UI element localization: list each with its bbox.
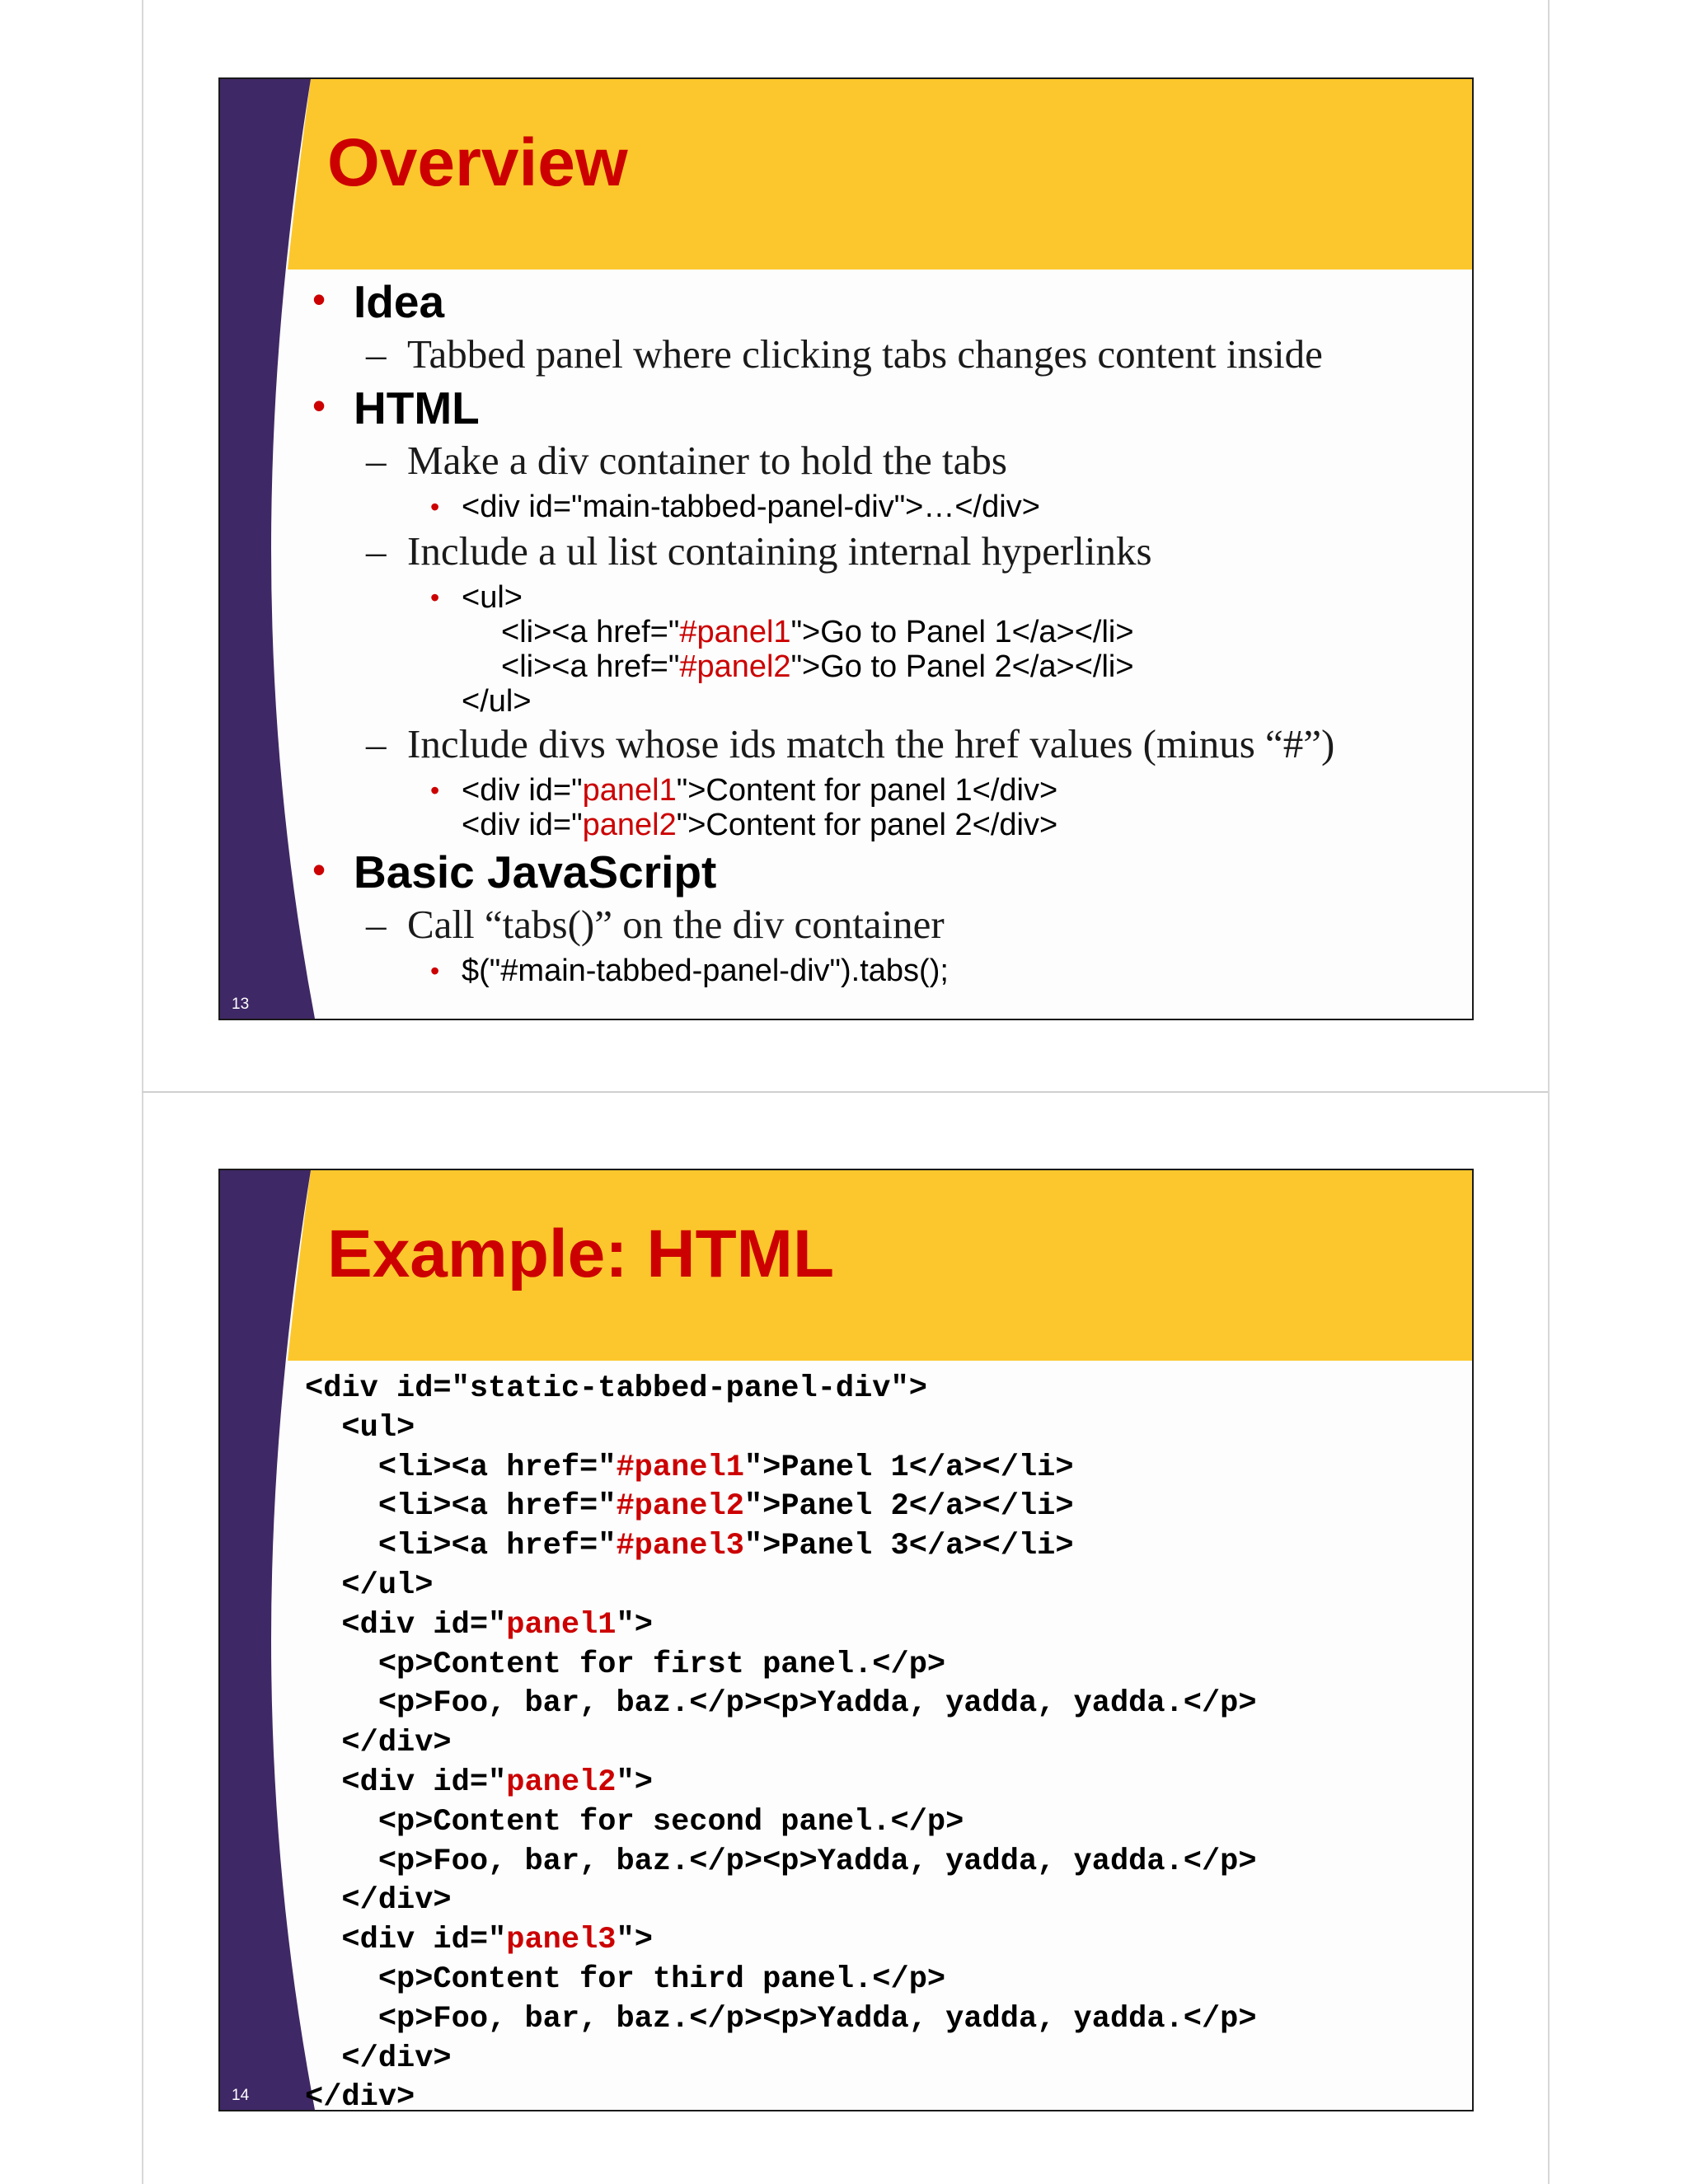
code-line: </div> [305, 1726, 452, 1761]
code-highlight: #panel3 [616, 1529, 744, 1564]
div-line-1 [462, 773, 1057, 808]
li-line-1 [462, 615, 1134, 649]
li2-ref: #panel2 [679, 649, 791, 684]
sub-bullet-idea-text: Tabbed panel where clicking tabs changes content inside [407, 331, 1323, 377]
code-highlight: panel3 [506, 1923, 617, 1958]
code-highlight: #panel1 [616, 1450, 744, 1485]
code-line: <div id="static-tabbed-panel-div"> [305, 1371, 927, 1406]
code-token: "> [616, 1923, 653, 1958]
item-container-div-text: <div id="main-tabbed-panel-div">…</div> [462, 490, 1040, 524]
code-line [305, 1527, 1257, 1567]
code-line [305, 1449, 1257, 1488]
code-line: </div> [305, 1883, 452, 1919]
code-token: <li><a href=" [305, 1489, 617, 1525]
div2-pre: <div id=" [462, 808, 583, 842]
bullet-dot: • [312, 278, 326, 321]
code-token: ">Panel 1</a></li> [743, 1450, 1074, 1485]
code-token: "> [616, 1765, 653, 1800]
item-panel-divs [430, 773, 1058, 842]
ul-open: <ul> [462, 580, 523, 615]
code-highlight: panel1 [506, 1607, 617, 1643]
item-container-div [430, 490, 1040, 524]
code-token: "> [616, 1607, 653, 1643]
sub-bullet-html-2 [366, 527, 1152, 574]
bullet-idea-text: Idea [354, 276, 445, 327]
slide-title: Example: HTML [327, 1216, 835, 1291]
li1-ref: #panel1 [679, 615, 791, 649]
code-token: <div id=" [305, 1923, 507, 1958]
code-highlight: #panel2 [616, 1489, 744, 1525]
li2-post: ">Go to Panel 2</a></li> [790, 649, 1134, 684]
code-line: </div> [305, 2041, 452, 2076]
code-line: <p>Foo, bar, baz.</p><p>Yadda, yadda, yadda.</p> [305, 1844, 1257, 1879]
sub-bullet-html-1-text: Make a div container to hold the tabs [407, 438, 1007, 483]
bullet-dot: • [430, 776, 440, 805]
code-line: <p>Foo, bar, baz.</p><p>Yadda, yadda, yadda.</p> [305, 1686, 1257, 1722]
item-tabs-call [430, 954, 949, 988]
bullet-dot: • [430, 956, 440, 986]
bullet-idea [312, 275, 445, 328]
bullet-dot: • [430, 583, 440, 612]
li1-pre: <li><a href=" [501, 615, 680, 649]
code-line [305, 1606, 1257, 1646]
dash: – [366, 331, 387, 377]
item-ul-list [430, 580, 1134, 719]
li2-pre: <li><a href=" [501, 649, 680, 684]
slide-number: 13 [232, 996, 250, 1013]
code-line: <ul> [305, 1410, 415, 1446]
div1-post: ">Content for panel 1</div> [676, 773, 1058, 808]
code-line: <p>Content for third panel.</p> [305, 1961, 946, 1997]
div2-id: panel2 [582, 808, 677, 842]
sub-bullet-html-2-text: Include a ul list containing internal hyperlinks [407, 528, 1152, 574]
sub-bullet-javascript-text: Call “tabs()” on the div container [407, 902, 945, 947]
item-tabs-call-text: $("#main-tabbed-panel-div").tabs(); [462, 954, 949, 988]
slide-overview [218, 77, 1474, 1020]
code-line [305, 1921, 1257, 1961]
page-divider [142, 1091, 1548, 1093]
slide-number: 14 [232, 2087, 250, 2104]
bullet-javascript-text: Basic JavaScript [354, 846, 717, 898]
code-line: </ul> [305, 1568, 434, 1603]
bullet-html-text: HTML [354, 382, 480, 434]
dash: – [366, 721, 387, 766]
code-line: </div> [305, 2080, 415, 2111]
slide-title: Overview [327, 125, 628, 200]
sub-bullet-idea [366, 330, 1323, 377]
code-token: <div id=" [305, 1765, 507, 1800]
li1-post: ">Go to Panel 1</a></li> [790, 615, 1134, 649]
code-token: <div id=" [305, 1607, 507, 1643]
ul-close: </ul> [462, 684, 532, 719]
code-token: ">Panel 2</a></li> [743, 1489, 1074, 1525]
code-line: <p>Content for second panel.</p> [305, 1804, 964, 1840]
div2-post: ">Content for panel 2</div> [676, 808, 1058, 842]
bullet-javascript [312, 846, 717, 898]
slide-example-html [218, 1169, 1474, 2111]
div1-id: panel1 [582, 773, 677, 808]
code-token: ">Panel 3</a></li> [743, 1529, 1074, 1564]
dash: – [366, 528, 387, 574]
code-token: <li><a href=" [305, 1450, 617, 1485]
sub-bullet-html-3 [366, 720, 1335, 767]
sub-bullet-javascript [366, 901, 945, 948]
div-line-2 [462, 808, 1057, 842]
bullet-dot: • [312, 848, 326, 891]
code-line: <p>Foo, bar, baz.</p><p>Yadda, yadda, yadda.</p> [305, 2001, 1257, 2036]
dash: – [366, 902, 387, 947]
bullet-html [312, 382, 480, 434]
code-block [305, 1370, 1257, 2111]
div1-pre: <div id=" [462, 773, 583, 808]
sub-bullet-html-3-text: Include divs whose ids match the href values (minus “#”) [407, 721, 1335, 766]
code-line: <p>Content for first panel.</p> [305, 1647, 946, 1682]
code-highlight: panel2 [506, 1765, 617, 1800]
code-line [305, 1764, 1257, 1803]
bullet-dot: • [312, 384, 326, 427]
sub-bullet-html-1 [366, 437, 1007, 484]
li-line-2 [462, 649, 1134, 684]
dash: – [366, 438, 387, 483]
code-token: <li><a href=" [305, 1529, 617, 1564]
bullet-dot: • [430, 492, 440, 522]
code-line [305, 1488, 1257, 1527]
